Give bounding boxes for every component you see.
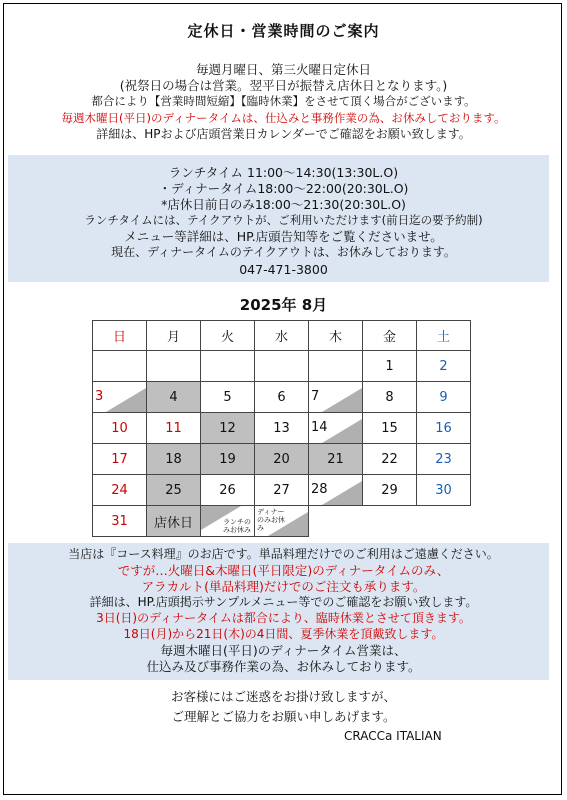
page-title: 定休日・営業時間のご案内 bbox=[187, 22, 380, 40]
day-cell-5: 5 bbox=[201, 382, 255, 413]
closing-line-2: ご理解とご協力をお願い申しあげます。 bbox=[171, 709, 396, 724]
day-cell-25: 25 bbox=[147, 475, 201, 506]
day-cell-14 bbox=[309, 413, 363, 444]
weekday-header-row bbox=[93, 321, 471, 351]
note-line-7: 毎週木曜日(平日)のディナータイム営業は、 bbox=[160, 643, 407, 658]
day-cell-3 bbox=[93, 382, 147, 413]
day-cell-2: 2 bbox=[417, 351, 471, 382]
weekday-wed: 水 bbox=[255, 321, 309, 351]
day-cell-empty bbox=[255, 351, 309, 382]
day-cell-6: 6 bbox=[255, 382, 309, 413]
intro-line-5: 詳細は、HPおよび店頭営業日カレンダーでご確認をお願い致します。 bbox=[96, 127, 471, 141]
calendar-week-3 bbox=[93, 413, 471, 444]
day-number-28: 28 bbox=[311, 482, 328, 497]
intro-line-1: 毎週月曜日、第三火曜日定休日 bbox=[195, 62, 371, 77]
day-cell-empty bbox=[201, 351, 255, 382]
dinner-hours: ・ディナータイム18:00〜22:00(20:30L.O) bbox=[158, 181, 409, 196]
day-cell-empty bbox=[309, 351, 363, 382]
dinner-closed-marker bbox=[322, 419, 362, 443]
day-cell-9: 9 bbox=[417, 382, 471, 413]
day-cell-28 bbox=[309, 475, 363, 506]
day-cell-27: 27 bbox=[255, 475, 309, 506]
calendar-week-2 bbox=[93, 382, 471, 413]
note-line-1: 当店は『コース料理』のお店です。単品料理だけでのご利用はご遠慮ください。 bbox=[68, 547, 499, 561]
day-cell-24: 24 bbox=[93, 475, 147, 506]
day-cell-empty bbox=[93, 351, 147, 382]
closing-line-1: お客様にはご迷惑をお掛け致しますが、 bbox=[170, 689, 396, 704]
day-number-3: 3 bbox=[95, 389, 104, 404]
legend-lunch-closed bbox=[201, 506, 255, 537]
day-cell-22: 22 bbox=[363, 444, 417, 475]
takeout-line-2: メニュー等詳細は、HP.店頭告知等をご覧くださいませ。 bbox=[124, 229, 443, 244]
weekday-thu: 木 bbox=[309, 321, 363, 351]
legend-closed-day: 店休日 bbox=[147, 506, 201, 537]
dinner-closed-marker bbox=[322, 388, 362, 412]
calendar-week-1 bbox=[93, 351, 471, 382]
day-cell-empty bbox=[417, 506, 471, 537]
takeout-line-3: 現在、ディナータイムのテイクアウトは、お休みしております。 bbox=[111, 245, 456, 259]
intro-line-2: (祝祭日の場合は営業。翌平日が振替え店休日となります。) bbox=[119, 78, 448, 93]
day-cell-12: 12 bbox=[201, 413, 255, 444]
calendar-month-label: 2025年 8月 bbox=[239, 296, 328, 314]
legend-dinner-label: ディナーのみお休み bbox=[257, 508, 285, 532]
weekday-sun: 日 bbox=[93, 321, 147, 351]
note-line-2: ですが…火曜日&木曜日(平日限定)のディナータイムのみ、 bbox=[117, 563, 450, 578]
day-number-14: 14 bbox=[311, 420, 328, 435]
day-cell-17: 17 bbox=[93, 444, 147, 475]
day-number-7: 7 bbox=[311, 389, 320, 404]
legend-dinner-closed bbox=[255, 506, 309, 537]
day-cell-1: 1 bbox=[363, 351, 417, 382]
calendar-week-4 bbox=[93, 444, 471, 475]
note-line-6: 18日(月)から21日(木)の4日間、夏季休業を頂戴致します。 bbox=[123, 627, 444, 641]
phone-number: 047-471-3800 bbox=[239, 262, 328, 277]
weekday-mon: 月 bbox=[147, 321, 201, 351]
day-cell-18: 18 bbox=[147, 444, 201, 475]
day-cell-empty bbox=[363, 506, 417, 537]
intro-line-3: 都合により【営業時間短縮】【臨時休業】をさせて頂く場合がございます。 bbox=[91, 94, 476, 108]
day-cell-29: 29 bbox=[363, 475, 417, 506]
weekday-sat: 土 bbox=[417, 321, 471, 351]
day-cell-15: 15 bbox=[363, 413, 417, 444]
day-cell-23: 23 bbox=[417, 444, 471, 475]
weekday-fri: 金 bbox=[363, 321, 417, 351]
note-line-4: 詳細は、HP.店頭掲示サンプルメニュー等でのご確認をお願い致します。 bbox=[89, 595, 478, 609]
day-cell-16: 16 bbox=[417, 413, 471, 444]
intro-line-4: 毎週木曜日(平日)のディナータイムは、仕込みと事務作業の為、お休みしております。 bbox=[61, 111, 506, 125]
dinner-closed-marker bbox=[106, 388, 146, 412]
signature: CRACCa ITALIAN bbox=[344, 729, 442, 743]
calendar-week-6 bbox=[93, 506, 471, 537]
day-cell-31: 31 bbox=[93, 506, 147, 537]
day-cell-26: 26 bbox=[201, 475, 255, 506]
day-cell-empty bbox=[309, 506, 363, 537]
dinner-closed-marker bbox=[322, 481, 362, 505]
day-cell-empty bbox=[147, 351, 201, 382]
day-cell-11: 11 bbox=[147, 413, 201, 444]
note-line-5: 3日(日)のディナータイムは都合により、臨時休業とさせて頂きます。 bbox=[96, 611, 471, 625]
takeout-line-1: ランチタイムには、テイクアウトが、ご利用いただけます(前日迄の要予約制) bbox=[84, 213, 483, 227]
legend-lunch-label: ランチのみお休み bbox=[223, 518, 251, 534]
day-cell-10: 10 bbox=[93, 413, 147, 444]
lunch-hours: ランチタイム 11:00〜14:30(13:30L.O) bbox=[168, 165, 399, 180]
day-cell-13: 13 bbox=[255, 413, 309, 444]
holiday-eve-hours: *店休日前日のみ18:00〜21:30(20:30L.O) bbox=[161, 197, 406, 212]
day-cell-4: 4 bbox=[147, 382, 201, 413]
day-cell-7 bbox=[309, 382, 363, 413]
day-cell-20: 20 bbox=[255, 444, 309, 475]
day-cell-30: 30 bbox=[417, 475, 471, 506]
note-line-8: 仕込み及び事務作業の為、お休みしております。 bbox=[146, 659, 421, 674]
note-line-3: アラカルト(単品料理)だけでのご注文も承ります。 bbox=[141, 579, 426, 594]
weekday-tue: 火 bbox=[201, 321, 255, 351]
day-cell-21: 21 bbox=[309, 444, 363, 475]
calendar-week-5 bbox=[93, 475, 471, 506]
day-cell-8: 8 bbox=[363, 382, 417, 413]
calendar-grid bbox=[92, 320, 471, 537]
day-cell-19: 19 bbox=[201, 444, 255, 475]
